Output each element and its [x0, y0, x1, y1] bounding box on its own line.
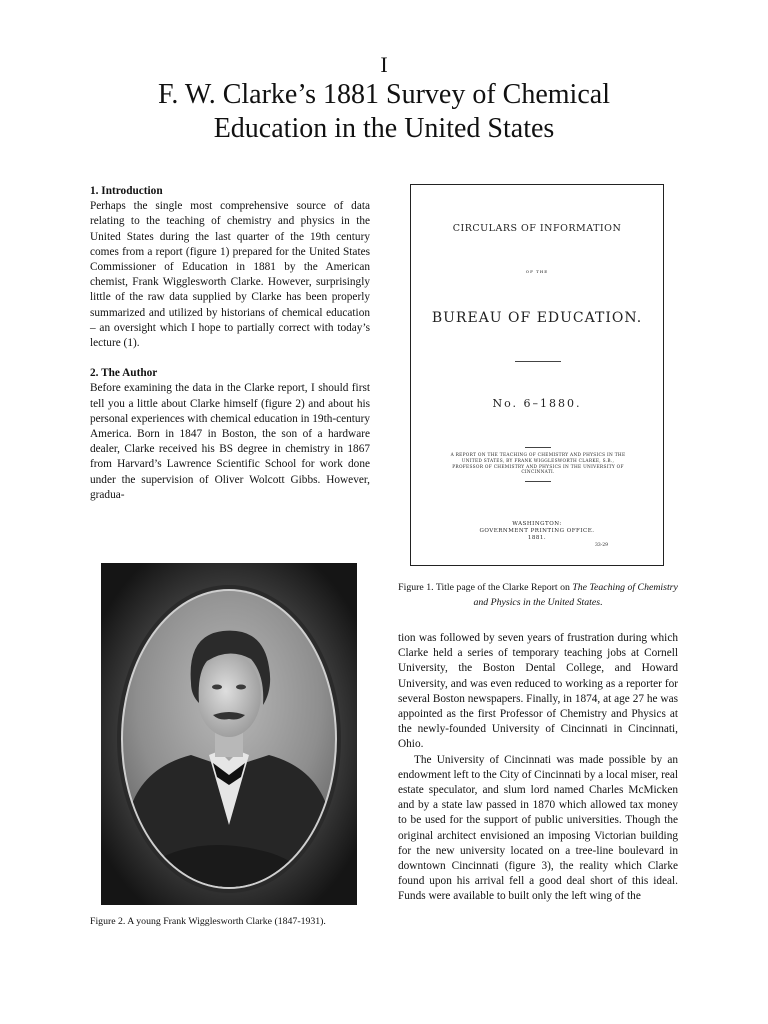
title-line-1: F. W. Clarke’s 1881 Survey of Chemical — [158, 79, 610, 110]
fig1-code: 33-29 — [595, 543, 608, 548]
fig1-caption-title: The Teaching of Chemistry and Physics in the United States — [473, 582, 678, 608]
fig1-circulars: CIRCULARS OF INFORMATION — [452, 223, 622, 234]
fig1-number: No. 6–1880. — [492, 397, 582, 410]
figure-1-caption — [398, 580, 678, 610]
fig1-year: 1881. — [527, 535, 547, 541]
fig1-rule — [525, 447, 551, 448]
left-column — [90, 184, 370, 503]
right-column — [398, 631, 678, 905]
fig1-rule — [525, 481, 551, 482]
intro-heading: 1. Introduction — [90, 185, 163, 197]
continued-paragraph: tion was followed by seven years of frustration during which Clarke held a series of temporary teaching jobs at Cornell University, the Boston Dental College, and Howard University, and was even reduced to working as a reporter for several Boston newspapers. Finally, in 1874, at age 27 he was appointed as the first Professor of Chemistry and Physics at the newly-founded University of Cincinnati in Cincinnati, Ohio. — [398, 632, 678, 751]
fig1-rule — [515, 361, 561, 362]
author-heading: 2. The Author — [90, 367, 158, 380]
author-paragraph: Before examining the data in the Clarke report, I should first tell you a little about Clarke himself (figure 2) and about his personal experiences with chemical education in 19th-century America. Born in 1847 in Boston, the son of a hardware dealer, Clarke received his BS degree in chemistry in 1867 from Harvard’s Lawrence Scientific School for work done under the supervision of Oliver Wolcott Gibbs. However, gradua- — [90, 382, 370, 501]
figure-2-portrait — [101, 563, 357, 905]
cincinnati-paragraph: The University of Cincinnati was made possible by an endowment left to the City of Cincinnati by a local miser, real estate speculator, and slum lord named Charles McMicken and by a state law passed in 1870 which allowed tax money to be used for the support of public universities. Though the original architect envisioned an imposing Victorian building for the new university located on a tree-line boulevard in downtown Cincinnati (figure 3), the reality which Clarke found upon his arrival fell a good deal short of this ideal. Funds were available to built only the left wing of the — [398, 753, 679, 903]
fig1-report-description: A REPORT ON THE TEACHING OF CHEMISTRY AND PHYSICS IN THE UNITED STATES, BY FRANK WIGGLESWORTH CLARKE, S.B., PROFESSOR OF CHEMISTRY AND PHYSICS IN THE UNIVERSITY OF CINCINNATI. — [450, 453, 626, 476]
portrait-image — [101, 563, 357, 905]
intro-paragraph: Perhaps the single most comprehensive source of data relating to the teaching of chemistry and physics in the United States during the last quarter of the 19th century comes from a report (figure 1) prepared for the United States Commissioner of Education in 1881 by the American chemist, Frank Wigglesworth Clarke. However, surprisingly little of the raw data supplied by Clarke has been properly summarized and utilized by historians of chemical education – an oversight which I hope to partially correct with today’s lecture (1). — [90, 200, 370, 350]
figure-1-title-page — [410, 184, 664, 566]
fig1-imprint — [411, 521, 663, 542]
chapter-title — [0, 78, 768, 146]
fig1-caption-suffix: . — [600, 597, 603, 608]
fig1-printing-office: GOVERNMENT PRINTING OFFICE. — [479, 528, 595, 534]
fig1-caption-prefix: Figure 1. Title page of the Clarke Report on — [398, 582, 573, 593]
fig1-bureau: BUREAU OF EDUCATION. — [431, 310, 643, 326]
chapter-number: I — [380, 52, 388, 77]
fig1-washington: WASHINGTON: — [512, 521, 562, 527]
figure-2-caption: Figure 2. A young Frank Wigglesworth Clarke (1847-1931). — [90, 916, 326, 927]
title-line-2: Education in the United States — [213, 113, 555, 144]
fig1-of-the: OF THE — [525, 269, 549, 274]
